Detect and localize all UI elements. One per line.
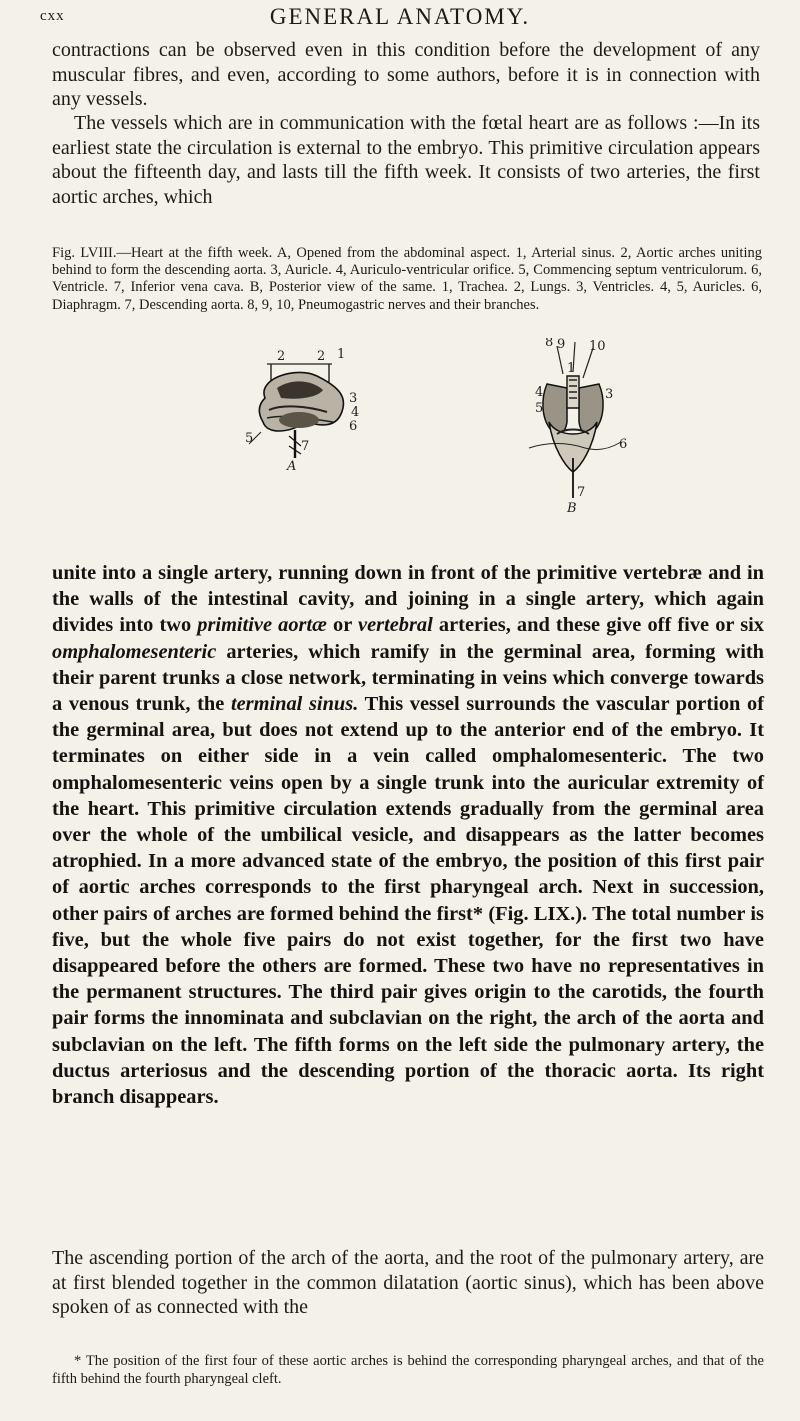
fig-b-label-10: 10 [589,339,606,354]
fig-b-label-5: 5 [535,401,544,416]
fig-a-label-4: 4 [351,405,360,420]
fig-a-letter: A [287,459,297,474]
paragraph-arteries [52,560,764,1110]
figure-caption: Fig. LVIII.—Heart at the fifth week. A, Opened from the abdominal aspect. 1, Arterial sinus. 2, Aortic arches uniting behind to form the descending aorta. 3, Auricle. 4, Auriculo-ventricular orifice. 5, Commencing septum ventriculorum. 6, Ventricle. 7, Inferior vena cava. B, Posterior view of the same. 1, Trachea. 2, Lungs. 3, Ventricles. 4, 5, Auricles. 6, Diaphragm. 7, Descending aorta. 8, 9, 10, Pneumogastric nerves and their branches. [52,245,762,313]
fig-b-letter: B [567,501,577,516]
page-number: cxx [40,8,65,24]
page-header [40,4,760,34]
p3-text-i: This vessel surrounds the vascular portion of the germinal area, but does not extend up to the anterior end of the embryo. It terminates on either side in a vein called omphalomesenteric. The two omphalomesenteric veins open by a single trunk into the auricular extremity of the heart. This primitive circulation extends gradually from the germinal area over the whole of the umbilical vesicle, and disappears as the latter becomes atrophied. In a more advanced state of the embryo, the position of this first pair of aortic arches corresponds to the first pharyngeal arch. Next in succession, other pairs of arches are formed behind the first* (Fig. LIX.). The total number is five, but the whole five pairs do not exist together, for the first two have disappeared before the others are formed. These two have no representatives in the permanent structures. The third pair gives origin to the carotids, the fourth pair forms the innominata and subclavian on the right, the arch of the aorta and subclavian on the left. The fifth forms on the left side the pulmonary artery, the ductus arteriosus and the descending portion of the thoracic aorta. Its right branch disappears. [52,693,764,1109]
figure-lviii-illustration [52,338,762,556]
footnote: * The position of the first four of these aortic arches is behind the corresponding pharyngeal arches, and that of the fifth behind the fourth pharyngeal cleft. [52,1353,764,1387]
fig-a-label-2: 2 [317,349,326,364]
p3-text-g: arteries, which ramify in the germinal area, forming with their parent trunks a close network, terminating in veins which converge towards a venous trunk, the [52,640,764,716]
p3-omphalomesenteric: omphalomesenteric [52,640,217,663]
paragraph-vessels: The vessels which are in communication with the fœtal heart are as follows :—In its earliest state the circulation is external to the embryo. This primitive circulation appears about the fifteenth day, and lasts till the fifth week. It consists of two arteries, the first aortic arches, which [52,112,760,208]
fig-a-label-1b: 1 [337,347,346,362]
fig-b-label-7: 7 [577,485,586,500]
running-title: GENERAL ANATOMY. [269,4,531,29]
fig-b-label-3: 3 [605,387,614,402]
fig-b-label-6: 6 [619,437,628,452]
fig-a-label-6: 6 [349,419,358,434]
figure-b-heart-posterior [529,338,627,516]
fig-b-label-9: 9 [557,338,566,352]
paragraph-ascending-aorta: The ascending portion of the arch of the aorta, and the root of the pulmonary artery, are at first blended together in the common dilatation (aortic sinus), which has been above spoken of as connected with the [52,1247,764,1318]
p3-text-e: arteries, and these give off five or six [432,614,764,637]
p3-primitive-aortae: primitive aortæ [197,614,327,637]
paragraph-contractions: contractions can be observed even in this condition before the development of any muscular fibres, and even, according to some authors, before it is in connection with any vessels. [52,39,760,110]
figure-lviii [52,338,762,556]
p3-text-a: unite into a single artery, running down in front of the primitive vertebræ and in the walls of the intestinal cavity, and joining in a single artery, which again divides into two [52,562,764,637]
fig-a-label-1: 2 [277,349,286,364]
fig-b-label-8: 8 [545,338,554,350]
fig-a-label-3: 3 [349,391,358,406]
p3-text-c: or [326,614,359,637]
fig-b-label-4: 4 [535,385,544,400]
fig-a-label-7: 7 [301,439,310,454]
p3-terminal-sinus: terminal sinus. [230,693,359,716]
p3-vertebral: vertebral [358,614,433,637]
fig-b-label-1: 1 [567,361,576,376]
figure-a-heart-abdominal [245,347,359,474]
fig-a-label-5: 5 [245,431,254,446]
